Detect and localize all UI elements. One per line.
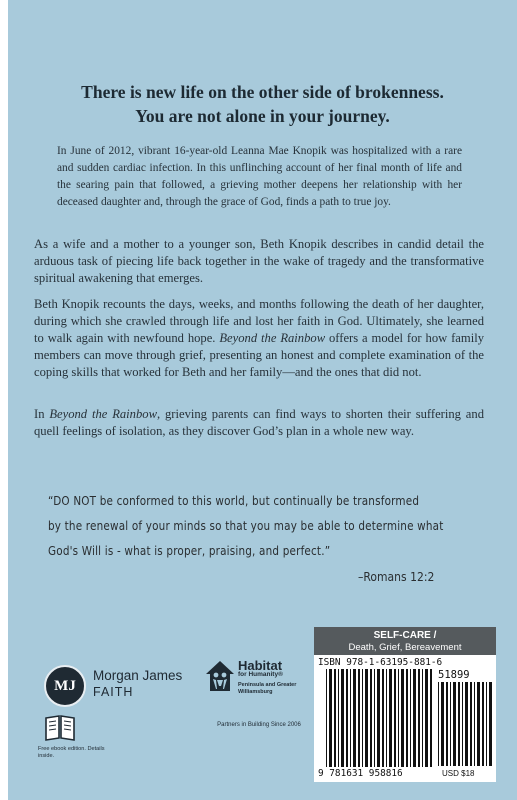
intro-paragraph: In June of 2012, vibrant 16-year-old Leanna Mae Knopik was hospitalized with a rare and sudden cardiac infection. In this unflinching account of her final month of life and the searing pain that followed, a grieving mother deepens her relationship with her deceased daughter and, through the grace of God, finds a path to true joy. — [57, 145, 462, 208]
book-title-italic: Beyond the Rainbow — [219, 331, 326, 345]
price-barcode — [438, 682, 492, 766]
isbn-barcode — [326, 669, 434, 767]
description-paragraph-2 — [34, 296, 484, 381]
price: USD $18 — [442, 769, 475, 778]
habitat-name-line-1: Habitat — [238, 658, 283, 673]
paragraph-2-text-b: offers a model for how family members can move through grief, presenting an honest and complete examination of the coping skills that worked for Beth and her family—and the ones that did not. — [34, 331, 484, 379]
habitat-name — [238, 660, 283, 679]
category-sub: Death, Grief, Bereavement — [348, 642, 462, 653]
scripture-reference: –Romans 12:2 — [358, 570, 435, 584]
isbn-number: ISBN 978-1-63195-881-6 — [318, 657, 443, 668]
quote-line-3: God's Will is - what is proper, praising, and perfect.” — [48, 543, 331, 558]
back-cover — [8, 0, 517, 800]
habitat-affiliate: Peninsula and Greater Williamsburg — [238, 682, 297, 695]
paragraph-3-text-a: In — [34, 407, 50, 421]
price-code: 51899 — [438, 669, 470, 681]
description-paragraph-3 — [34, 406, 484, 440]
habitat-partner-note: Partners in Building Since 2006 — [217, 722, 301, 728]
quote-line-2: by the renewal of your minds so that you may be able to determine what — [48, 518, 444, 533]
logo-letters: MJ — [54, 678, 76, 694]
description-paragraph-1: As a wife and a mother to a younger son, Beth Knopik describes in candid detail the arduous task of piecing life back together in the wake of tragedy and the transformative spiritual awakening that emerges. — [34, 237, 484, 285]
habitat-house-icon — [204, 659, 236, 693]
scripture-quote — [48, 488, 444, 563]
morgan-james-logo-icon — [44, 665, 86, 707]
habitat-name-line-2: for Humanity® — [238, 671, 283, 678]
tagline — [8, 80, 517, 128]
paragraph-3-text-b: , grieving parents can find ways to shorten their suffering and quell feelings of isolation, as they discover God’s plan in a whole new way. — [34, 407, 484, 438]
quote-line-1: “DO NOT be conformed to this world, but continually be transformed — [48, 493, 420, 508]
publisher-name: Morgan James — [93, 668, 183, 683]
open-book-icon — [44, 712, 76, 742]
category-main: SELF-CARE / — [373, 630, 437, 641]
tagline-line-2: You are not alone in your journey. — [135, 106, 390, 126]
category-band — [314, 627, 496, 655]
barcode-box — [314, 627, 496, 782]
ebook-note: Free ebook edition. Details inside. — [38, 746, 105, 759]
paragraph-2-text-a: Beth Knopik recounts the days, weeks, and months following the death of her daughter, during which she crawled through life and lost her faith in God. Ultimately, she learned to walk again with newfound hope. — [34, 297, 484, 345]
book-title-italic: Beyond the Rainbow — [49, 407, 157, 421]
publisher-imprint: FAITH — [93, 685, 134, 699]
tagline-line-1: There is new life on the other side of brokenness. — [81, 82, 444, 102]
barcode-digits: 9 781631 958816 — [318, 768, 403, 779]
